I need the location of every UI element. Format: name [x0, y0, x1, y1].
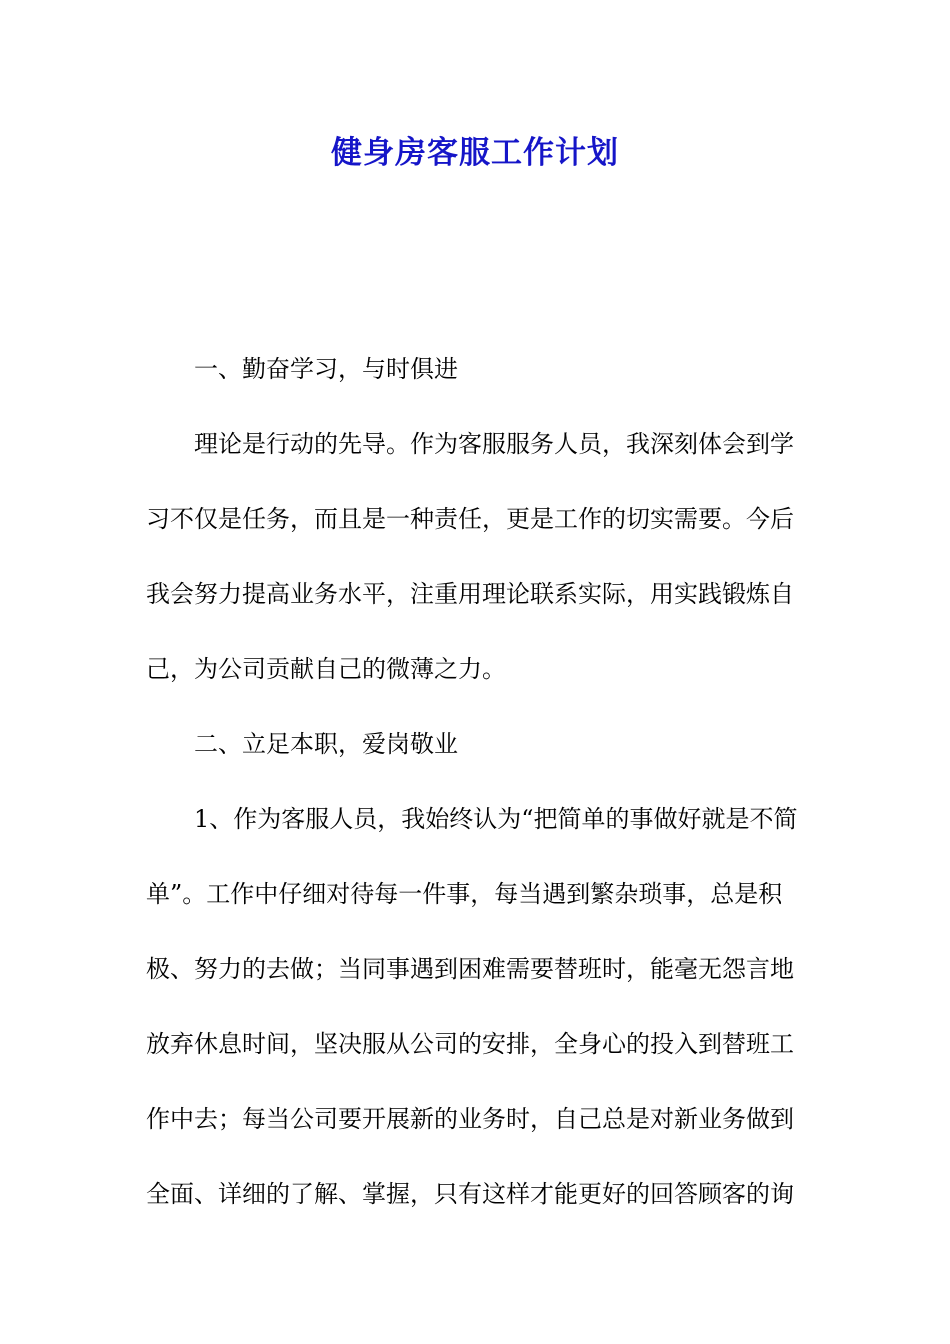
paragraph-line: 作中去；每当公司要开展新的业务时，自己总是对新业务做到 [146, 1105, 794, 1133]
paragraph-line: 单”。工作中仔细对待每一件事，每当遇到繁杂琐事，总是积 [146, 880, 783, 908]
paragraph-line: 全面、详细的了解、掌握，只有这样才能更好的回答顾客的询 [146, 1180, 794, 1208]
paragraph-line: 1、作为客服人员，我始终认为“把简单的事做好就是不简 [194, 805, 798, 833]
paragraph-line: 我会努力提高业务水平，注重用理论联系实际，用实践锻炼自 [146, 580, 794, 608]
paragraph-line: 极、努力的去做；当同事遇到困难需要替班时，能毫无怨言地 [146, 955, 794, 983]
document-body [146, 332, 808, 1232]
section-heading-1: 一、勤奋学习，与时俱进 [194, 355, 458, 383]
paragraph-line: 习不仅是任务，而且是一种责任，更是工作的切实需要。今后 [146, 505, 794, 533]
section-heading-2: 二、立足本职，爱岗敬业 [194, 730, 458, 758]
paragraph-line: 己，为公司贡献自己的微薄之力。 [146, 655, 506, 683]
paragraph-line: 放弃休息时间，坚决服从公司的安排，全身心的投入到替班工 [146, 1030, 794, 1058]
paragraph-line: 理论是行动的先导。作为客服服务人员，我深刻体会到学 [194, 430, 794, 458]
document-title: 健身房客服工作计划 [331, 135, 619, 171]
